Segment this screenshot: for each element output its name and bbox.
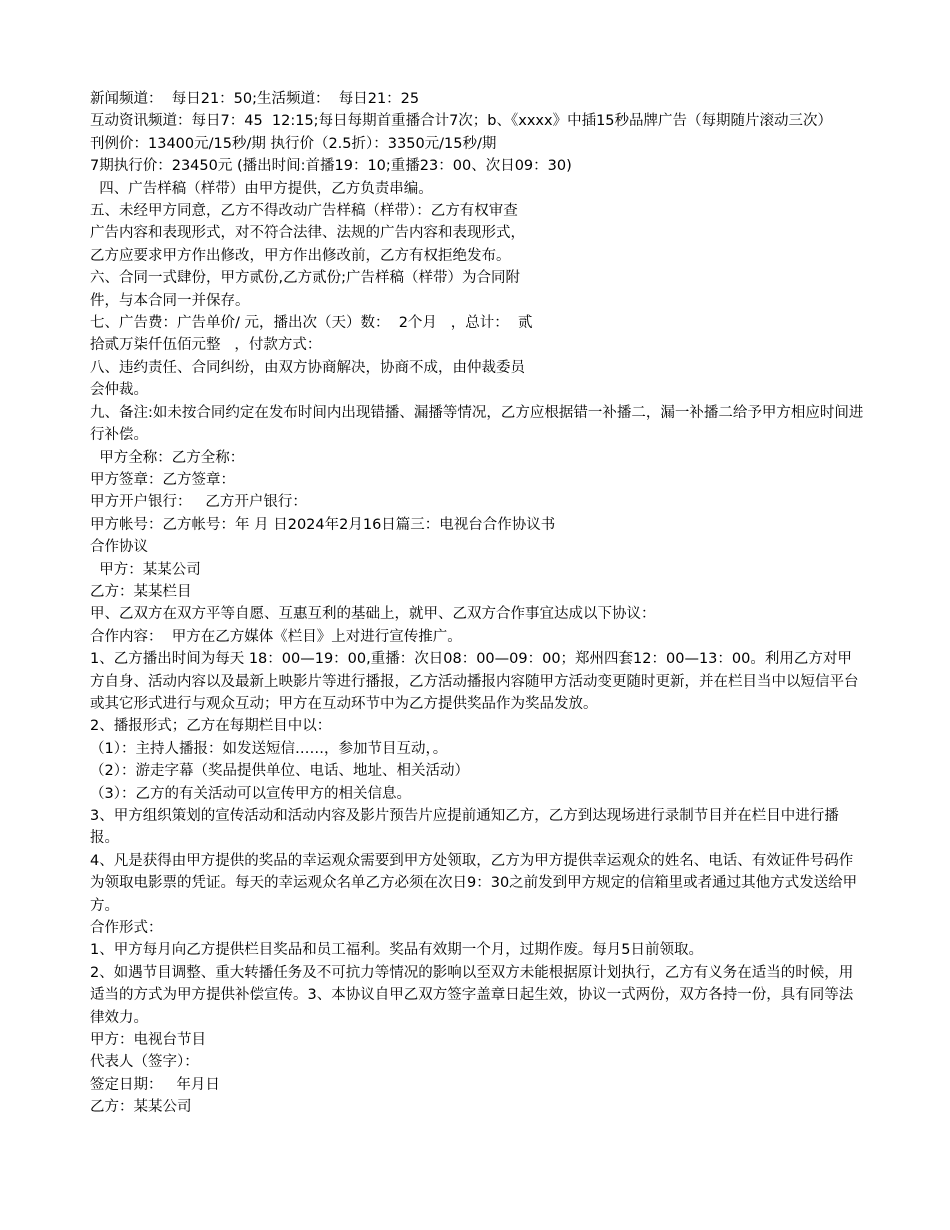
date-field: 签定日期： 年月日 <box>90 1076 220 1093</box>
party-b: 乙方：某某栏目 <box>90 583 192 600</box>
bank-field: 甲方开户银行： 乙方开户银行： <box>90 494 307 511</box>
text-line: 新闻频道： 每日21：50;生活频道： 每日21：25 <box>90 91 420 107</box>
text-line: 拾贰万柒仟伍佰元整 ，付款方式： <box>90 337 322 354</box>
account-field: 甲方帐号：乙方帐号：年 月 日2024年2月16日篇三：电视台合作协议书 <box>90 516 556 533</box>
text-line: 八、违约责任、合同纠纷，由双方协商解决，协商不成，由仲裁委员 <box>90 359 525 376</box>
signature-field: 甲方签章：乙方签章： <box>90 471 235 488</box>
sub-clause: （3）：乙方的有关活动可以宣传甲方的相关信息。 <box>90 785 411 802</box>
section-heading: 四、广告样稿（样带）由甲方提供，乙方负责串编。 <box>90 180 433 197</box>
clause: 4、凡是获得由甲方提供的奖品的幸运观众需要到甲方处领取，乙方为甲方提供幸运观众的姓名、电话、有效证件号码作为领取电影票的凭证。每天的幸运观众名单乙方必须在次日9：30之前发到甲方规定的信箱里或者通过其他方式发送给甲方。 <box>90 852 858 914</box>
sub-clause: （1）：主持人播报：如发送短信……，参加节目互动，。 <box>90 740 448 757</box>
text-line: 刊例价：13400元/15秒/期 执行价（2.5折）：3350元/15秒/期 <box>90 135 497 152</box>
signature-field: 甲方全称：乙方全称： <box>90 449 245 466</box>
clause: 3、甲方组织策划的宣传活动和活动内容及影片预告片应提前通知乙方，乙方到达现场进行录制节目并在栏目中进行播报。 <box>90 808 839 847</box>
text-line: 九、备注:如未按合同约定在发布时间内出现错播、漏播等情况，乙方应根据错一补播二，漏一补播二给予甲方相应时间进行补偿。 <box>90 404 864 444</box>
clause: 1、乙方播出时间为每天 18：00—19：00,重播：次日08：00—09：00；郑州四套12：00—13：00。利用乙方对甲方自身、活动内容以及最新上映影片等进行播报，乙方活动播报内容随甲方活动变更随时更新，并在栏目当中以短信平台或其它形式进行与观众互动；甲方在互动环节中为乙方提供奖品作为奖品发放。 <box>90 651 859 712</box>
party-a: 甲方：某某公司 <box>90 561 201 578</box>
signature-field: 代表人（签字）： <box>90 1054 199 1071</box>
clause: 1、甲方每月向乙方提供栏目奖品和员工福利。奖品有效期一个月，过期作废。每月5日前领取。 <box>90 942 703 959</box>
text-line: 互动资讯频道：每日7：45 12:15;每日每期首重播合计7次；b、《xxxx》中插15秒品牌广告（每期随片滚动三次） <box>90 113 833 130</box>
document-body <box>90 88 865 1119</box>
text-line: 五、未经甲方同意，乙方不得改动广告样稿（样带）：乙方有权审查 <box>90 203 518 220</box>
text-line: 甲、乙双方在双方平等自愿、互惠互利的基础上，就甲、乙双方合作事宜达成以下协议： <box>90 606 656 623</box>
text-line: 合作内容： 甲方在乙方媒体《栏目》上对进行宣传推广。 <box>90 628 462 645</box>
text-line: 7期执行价：23450元 (播出时间:首播19：10;重播23：00、次日09：30) <box>90 158 572 175</box>
text-line: 七、广告费：广告单价/ 元，播出次（天）数： 2个月 ，总计： 贰 <box>90 315 533 332</box>
section-heading: 合作形式： <box>90 920 163 937</box>
agreement-title: 合作协议 <box>90 539 148 556</box>
signature-field: 甲方：电视台节目 <box>90 1032 206 1049</box>
text-line: 广告内容和表现形式，对不符合法律、法规的广告内容和表现形式， <box>90 225 525 242</box>
text-line: 六、合同一式肆份，甲方贰份,乙方贰份;广告样稿（样带）为合同附 <box>90 270 520 287</box>
sub-clause: （2）：游走字幕（奖品提供单位、电话、地址、相关活动） <box>90 763 469 780</box>
signature-field: 乙方：某某公司 <box>90 1099 192 1116</box>
text-line: 会仲裁。 <box>90 382 148 399</box>
text-line: 乙方应要求甲方作出修改，甲方作出修改前，乙方有权拒绝发布。 <box>90 247 511 264</box>
clause: 2、播报形式；乙方在每期栏目中以： <box>90 718 332 735</box>
text-line: 件，与本合同一并保存。 <box>90 292 250 309</box>
clause: 2、如遇节目调整、重大转播任务及不可抗力等情况的影响以至双方未能根据原计划执行，乙方有义务在适当的时候，用适当的方式为甲方提供补偿宣传。3、本协议自甲乙双方签字盖章日起生效，协议一式两份，双方各持一份，具有同等法律效力。 <box>90 964 854 1026</box>
